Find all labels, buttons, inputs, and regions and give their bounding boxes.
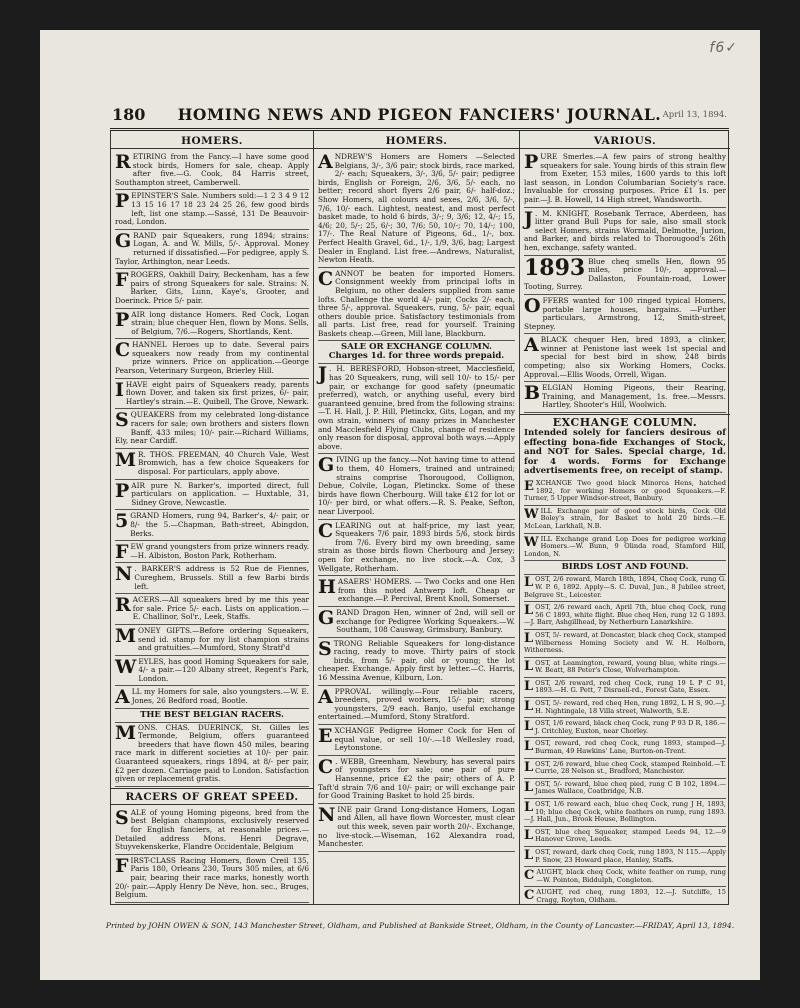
advertisement-text: AUGHT, red cheq, rung 1893, 12.—J. Sutcliffe, 15 Cragg, Royton, Oldham. <box>536 888 726 904</box>
drop-cap: L <box>524 827 534 843</box>
drop-cap: M <box>115 448 137 471</box>
advertisement <box>524 679 726 698</box>
advertisement <box>524 780 726 799</box>
section-heading: VARIOUS. <box>520 133 730 149</box>
drop-cap: 1893 <box>524 254 586 281</box>
printer-imprint: Printed by JOHN OWEN & SON, 143 Manchester Street, Oldham, and Published at Bankside Street, Oldham, in the County of Lancaster.—FRIDAY, April 13, 1894. <box>105 921 735 930</box>
drop-cap: L <box>524 630 534 646</box>
advertisement <box>115 511 309 541</box>
advertisement <box>524 507 726 534</box>
advertisement <box>115 723 309 787</box>
advertisement <box>524 575 726 602</box>
drop-cap: F <box>115 541 129 564</box>
advertisement-text: XCHANGE Pedigree Homer Cock for Hen of equal value, or sell 10/-.—18 Wellesley road, Leytonstone. <box>334 726 515 753</box>
advertisement-text: NDREW'S Homers are Homers —Selected Belgians, 3/-, 3/6 pair; stock birds, race marked, 2/- each; Squeakers, 3/-, 3/6, 5/- pair; pedigree birds, English or Foreign, 2/6, 3/6, 5/- each, no better; record short flyers 2/6 pair, 6/- half-doz.; Show Homers, all colours and sexes, 2/6, 3/6, 5/-, 7/6, 10/- each. Lightest, neatest, and most perfect basket made, to hold 6 birds, 3/-; 9, 3/6; 12, 4/-; 15, 4/6; 20, 5/-; 25, 6/-; 30, 7/6; 50, 10/-; 70, 14/-; 100, 17/-. The Real Nature of Pigeons, 6d., 1/-, box. Perfect Health Gravel, 6d., 1/-, 1/9, 3/6, bag; Largest Dealer in England. List free.—Andrews, Naturalist, Newton Heath. <box>318 152 515 265</box>
drop-cap: C <box>524 888 535 904</box>
advertisement <box>115 191 309 229</box>
drop-cap: W <box>115 655 137 678</box>
advertisement-text: . WEBB, Greenham, Newbury, has several pairs of youngsters for sale; one pair of pure Hansenne, price £2 the pair; others of A. P. Taft'd strain 7/6 and 10/- pair; or will exchange pair for Good Training Basket to hold 25 birds. <box>318 756 515 801</box>
advertisement-text: ETIRING from the Fancy.—I have some good stock birds, Homers for sale, cheap. Apply after five.—G. Cook, 84 Harris street, Southampton street, Camberwell. <box>115 152 309 187</box>
advertisement-text: Blue cheq smells Hen, flown 95 miles, price 10/-, approval.—Dallaston, Fountain-road, Lower Tooting, Surrey. <box>524 256 726 292</box>
advertisement-text: INE pair Grand Long-distance Homers, Logan and Allen, all have flown Worcester, must clear out this week, seven pair worth 20/-. Exchange, no live-stock.—Wiseman, 162 Alexandra road, Manchester. <box>318 804 515 849</box>
drop-cap: W <box>524 506 539 522</box>
advertisement-text: IRST-CLASS Racing Homers, flown Creil 135, Paris 180, Orleans 230, Tours 305 miles, at 6/6 pair, bearing their race marks, honestly worth 20/- pair.—Apply Henry De Nève, hon. sec., Bruges, Belgium. <box>115 855 309 900</box>
advertisement-text: PPROVAL willingly.—Four reliable racers, breeders, proved workers, 15/- pair; strong youngsters, 2/9 each. Banjo, useful exchange entertained.—Mumford, Stony Stratford. <box>318 686 515 722</box>
drop-cap: C <box>318 519 334 542</box>
pencil-annotation: f6✓ <box>709 40 738 56</box>
issue-date: April 13, 1894. <box>662 110 727 120</box>
advertisement-text: OST, 5/- reward, blue cheq pied, rung C B 102, 1894.—James Wallace, Coatbridge, N.B. <box>535 779 726 796</box>
drop-cap: A <box>318 151 333 173</box>
advertisement <box>524 888 726 904</box>
drop-cap: C <box>524 868 535 884</box>
advertisement <box>524 699 726 718</box>
drop-cap: L <box>524 759 534 775</box>
advertisement <box>318 608 515 638</box>
advertisement <box>524 152 726 208</box>
advertisement <box>115 410 309 448</box>
advertisement <box>115 380 309 410</box>
drop-cap: L <box>524 719 534 735</box>
section-heading: HOMERS. <box>314 133 519 149</box>
drop-cap: L <box>524 739 534 755</box>
section-subheading: BIRDS LOST AND FOUND. <box>524 562 726 575</box>
drop-cap: I <box>115 378 124 401</box>
advertisement <box>115 657 309 687</box>
advertisement <box>524 659 726 678</box>
advertisement-text: URE Smerles.—A few pairs of strong healthy squeakers for sale. Young birds of this strain flew from Exeter, 153 miles, 1600 yards to this loft last season, in London Columbarian Society's race. Invaluable for crossing purposes. Price £1 1s. per pair.—J. B. Howell, 14 High street, Wandsworth. <box>524 152 726 204</box>
drop-cap: L <box>524 847 534 863</box>
column-3 <box>520 131 730 904</box>
drop-cap: S <box>115 409 129 432</box>
journal-page <box>40 30 760 980</box>
advertisement-text: EW grand youngsters from prize winners ready.—H. Albiston, Boston Park, Rotherham. <box>130 542 309 560</box>
advertisement <box>115 310 309 340</box>
advertisement <box>318 726 515 756</box>
drop-cap: L <box>524 658 534 674</box>
drop-cap: L <box>524 575 534 591</box>
advertisement <box>524 479 726 506</box>
drop-cap: S <box>115 806 129 829</box>
advertisement <box>115 340 309 378</box>
advertisement <box>318 455 515 519</box>
drop-cap: O <box>524 294 541 317</box>
drop-cap: A <box>524 334 539 357</box>
drop-cap: N <box>115 563 133 586</box>
advertisement-text: ONEY GIFTS.—Before ordering Squeakers, send id. stamp for my list champion strains and gratuities.—Mumford, Stony Stratf'd <box>138 625 309 653</box>
advertisement-text: AIR pure N. Barker's, imported direct, full particulars on application. — Huxtable, 31, Sidney Grove, Newcastle. <box>131 480 309 507</box>
advertisement-text: RAND pair Squeakers, rung 1894; strains: Logan, A. and W. Mills, 5/-. Approval. Money returned if dissatisfied.—For pedigree, apply S. Taylor, Arthington, near Leeds. <box>115 230 309 266</box>
page-number: 180 <box>112 105 146 124</box>
drop-cap: J <box>524 207 533 230</box>
drop-cap: R <box>115 594 131 617</box>
drop-cap: F <box>115 269 129 292</box>
advertisement <box>115 687 309 708</box>
advertisement <box>115 481 309 511</box>
advertisement <box>115 595 309 625</box>
advertisement <box>115 856 309 903</box>
advertisement-text: IVING up the fancy.—Not having time to attend to them, 40 Homers, trained and untrained; strains comprise Thorougood, Collignon, Debue, Colvile, Logan, Pletinckx. Some of these birds have flown Cherbourg. Will take £12 for lot or 10/- per bird, or what offers.—R. S. Peake, Sefton, near Liverpool. <box>318 455 515 516</box>
drop-cap: A <box>115 686 130 709</box>
advertisement-text: LL my Homers for sale, also youngsters.—W. E. Jones, 26 Bedford road, Bootle. <box>131 687 309 706</box>
exchange-note: Intended solely for fanciers desirous of effecting bona-fide Exchanges of Stock, and NOT for Sales. Special charge, 1d. for 4 words. Forms for Exchange advertisements free, on receipt of stamp. <box>524 428 726 477</box>
advertisement-text: BLACK chequer Hen, bred 1893, a clinker, winner at Penistone last week 1st special and special for best bird in show, 248 birds competing; also six Working Homers, Cocks. Approval.—Ellis Woods, Orrell, Wigan. <box>524 335 726 379</box>
advertisement-text: R. THOS. FREEMAN, 40 Church Vale, West Bromwich, has a few choice Squeakers for disposal. For particulars, apply above. <box>138 449 309 476</box>
advertisement <box>318 757 515 804</box>
advertisement-text: AIR long distance Homers. Red Cock, Logan strain; blue chequer Hen, flown by Mons. Sells, of Belgium, 7/6.—Rogers, Shortlands, Kent. <box>131 309 309 336</box>
advertisement <box>524 535 726 562</box>
advertisement <box>115 450 309 480</box>
advertisement-text: ALE of young Homing pigeons, bred from the best Belgian champions, exclusively reserved for English fanciers, at reasonable prices.—Detailed address Mons. Henri Degrave, Stuyvekenskerke, Flandre Occidentale, Belgium <box>115 807 309 852</box>
advertisement <box>524 383 726 413</box>
column-frame <box>110 131 729 905</box>
advertisement <box>524 335 726 382</box>
advertisement <box>524 254 726 295</box>
advertisement-text: ASAERS' HOMERS. — Two Cocks and one Hen from this noted Antwerp loft. Cheap or exchange.—P. Percival, Brent Knoll, Somerset. <box>337 577 515 604</box>
advertisement-text: . M. KNIGHT, Rosebank Terrace, Aberdeen, has litter grand Bull Pups for sale, also small stock select Homers, strains Wormald, Delmotte, Jurion, and Barker, and birds related to Thorougood's 26th hen, exchange, safety wanted. <box>524 208 726 252</box>
drop-cap: S <box>318 637 332 660</box>
advertisement-text: FFERS wanted for 100 ringed typical Homers, portable large houses, bargains. —Further particulars, Armstrong, 12, Smith-street, Stepney. <box>524 295 726 331</box>
section-subheading: SALE OR EXCHANGE COLUMN. Charges 1d. for three words prepaid. <box>318 342 515 364</box>
drop-cap: L <box>524 603 534 619</box>
column-1 <box>111 131 314 904</box>
advertisement <box>115 808 309 855</box>
advertisement <box>524 800 726 827</box>
advertisement <box>524 868 726 887</box>
drop-cap: C <box>318 755 334 778</box>
advertisement-text: LEARING out at half-price, my last year, Squeakers 7/6 pair, 1893 birds 5/6, stock birds from 7/6. Every bird my own breeding, same strain as those birds flown Cherbourg and Jersey; open for exchange, no live stock.—A. Cox, 3 Wellgate, Rotherham. <box>318 520 515 573</box>
advertisement-text: ACERS.—All squeakers bred by me this year for sale. Price 5/- each. Lists on application.—E. Challinor, Sol'r., Leek, Staffs. <box>132 595 309 622</box>
journal-title: HOMING NEWS AND PIGEON FANCIERS' JOURNAL. <box>177 105 662 124</box>
advertisement <box>115 542 309 563</box>
drop-cap: M <box>115 624 137 647</box>
advertisement <box>524 760 726 779</box>
advertisement <box>318 364 515 454</box>
advertisement-text: OST, 2/6 reward, red cheq Cock, rung 19 L P C 91, 1893.—H. G. Pett, 7 Disraeli-rd., Forest Gate, Essex. <box>535 678 726 695</box>
drop-cap: L <box>524 779 534 795</box>
drop-cap: L <box>524 800 534 815</box>
drop-cap: E <box>318 725 333 748</box>
drop-cap: M <box>115 721 137 744</box>
advertisement-text: OST, 2/6 reward, March 18th, 1894, Cheq Cock, rung G. W. P. 6, 1892. Apply—S. C. Duval, Jun., 8 Jubilee street, Belgrave St., Leicester. <box>524 575 726 599</box>
drop-cap: H <box>318 576 336 599</box>
advertisement-text: OST, reward, dark cheq Cock, rung 1893, N 115.—Apply P. Snow, 23 Howard place, Hanley, Staffs. <box>535 847 726 864</box>
exchange-heading: EXCHANGE COLUMN. <box>520 414 730 429</box>
advertisement <box>524 848 726 867</box>
drop-cap: C <box>115 339 131 362</box>
advertisement <box>318 521 515 577</box>
drop-cap: P <box>115 190 130 213</box>
advertisement-text: ILL Exchange pair of good stock birds, Cock Old Boley's strain, for Basket to hold 20 birds.—E. McLean, Larkhall, N.B. <box>524 506 726 530</box>
section-heading: HOMERS. <box>111 133 313 149</box>
drop-cap: J <box>318 363 327 386</box>
advertisement-text: ROGERS, Oakhill Dairy, Beckenham, has a few pairs of strong Squeakers for sale. Strains: N. Barker, Gits, Lunn, Kaye's, Grooter, and Doerinck. Price 5/- pair. <box>115 270 309 305</box>
advertisement-text: XCHANGE Two good black Minorca Hens, hatched 1892, for working Homers or good Squeakers.—F. Turner, 5 Upper Windsor-street, Banbury. <box>524 479 726 503</box>
advertisement-text: OST, 2/6 reward, blue cheq Cock, stamped Reinhold.—T. Currie, 28 Nelson st., Bradford, Manchester. <box>535 759 726 776</box>
advertisement-text: OST, 1/6 reward each, blue cheq Cock, rung J H, 1893, 10; blue cheq Cock, white feathers on rump, rung 1893.—J. Hall, Jun., Brook House, Bollington. <box>524 800 726 824</box>
advertisement-text: ELGIAN Homing Pigeons, their Rearing, Training, and Management, 1s. free.—Messrs. Hartley, Shooter's Hill, Woolwich. <box>542 383 726 410</box>
advertisement-text: . BARKER'S address is 52 Rue de Fiennes, Cureghem, Brussels. Still a few Barbi birds left. <box>134 564 309 591</box>
advertisement <box>524 296 726 334</box>
advertisement <box>318 152 515 268</box>
advertisement-text: GRAND Homers, rung 94, Barker's, 4/- pair, or 8/- the 5.—Chapman, Bath-street, Abingdon, Berks. <box>130 511 309 538</box>
advertisement <box>524 719 726 738</box>
drop-cap: G <box>115 229 132 252</box>
advertisement-text: EYLES, has good Homing Squeakers for sale, 4/- a pair.—120 Albany street, Regent's Park, London. <box>138 656 309 683</box>
drop-cap: P <box>524 151 539 173</box>
advertisement-text: AUGHT, black cheq Cock, white feather on rump, rung—W. Pointon, Biddulph, Congleton. <box>536 868 726 884</box>
advertisement <box>115 564 309 594</box>
drop-cap: F <box>115 854 129 877</box>
advertisement-text: ILL Exchange grand Lop Does for pedigree working Homers.—W. Bunn, 9 Olinda road, Stamford Hill, London, N. <box>524 534 726 558</box>
advertisement-text: OST, at Leamington, reward, young blue, white rings.—W. Beatt, 88 Peter's Close, Wolverhampton. <box>535 658 726 675</box>
drop-cap: L <box>524 678 534 694</box>
drop-cap: B <box>524 382 541 405</box>
advertisement-text: RAND Dragon Hen, winner of 2nd, will sell or exchange for Pedigree Working Squeakers.—W. Southam, 108 Causway, Grimsbury, Banbury. <box>336 607 515 635</box>
advertisement <box>318 577 515 607</box>
drop-cap: P <box>115 479 130 502</box>
advertisement-text: TRONG Reliable Squeakers for long-distance racing, ready to move. Thirty pairs of stock birds, from 5/- pair, old or young; the lot cheaper. Exchange. Apply first by letter.—C. Harris, 16 Messina Avenue, Kilburn, Lon. <box>318 638 515 683</box>
drop-cap: L <box>524 699 534 715</box>
drop-cap: R <box>115 151 131 173</box>
advertisement-text: HANNEL Heroes up to date. Several pairs squeakers now ready from my continental prize winners. Price on application.—George Pearson, Veterinary Surgeon, Brierley Hill. <box>115 340 309 376</box>
advertisement-text: OST, 5/- reward, at Doncaster, black cheq Cock, stamped Wilberness Homing Society and W. H. Holborn, Witherness. <box>524 630 726 655</box>
advertisement <box>524 828 726 847</box>
advertisement-text: EPINSTER'S Sale. Numbers sold:—1 2 3 4 9 12 13 15 16 17 18 23 24 25 26, few good birds left, list one stamp.—Sassé, 131 De Beauvoir-road, London. <box>115 191 309 227</box>
advertisement <box>318 269 515 342</box>
drop-cap: A <box>318 685 333 708</box>
advertisement-text: ONS. CHAS. DUERINCK, St. Gilles les Termonde, Belgium, offers guaranteed breeders that have flown 450 miles, bearing race mark in different societies at 10/- per pair. Guaranteed squeakers, rings 1894, at 8/- per pair, £2 per dozen. Carriage paid to London. Satisfaction given or replacement gratis. <box>115 722 309 784</box>
drop-cap: 5 <box>115 510 129 533</box>
advertisement <box>318 639 515 686</box>
advertisement-text: HAVE eight pairs of Squeakers ready, parents flown Dover, and taken six first prizes, 6/- pair, Hartley's strain.—E. Quibell, The Grove, Newark. <box>125 379 309 406</box>
advertisement <box>318 687 515 725</box>
advertisement <box>115 626 309 656</box>
drop-cap: W <box>524 534 539 550</box>
advertisement <box>115 152 309 190</box>
advertisement-text: OST, 5/- reward, red cheq Hen, rung 1892, L H S, 90.—J. H. Nightingale, 18 Villa street, Walworth, S.E. <box>535 699 726 715</box>
drop-cap: E <box>524 479 534 494</box>
section-heading: RACERS OF GREAT SPEED. <box>111 788 313 805</box>
section-subheading: THE BEST BELGIAN RACERS. <box>115 710 309 723</box>
advertisement <box>115 270 309 308</box>
drop-cap: G <box>318 606 335 629</box>
drop-cap: N <box>318 803 336 826</box>
advertisement <box>524 739 726 758</box>
column-2 <box>314 131 520 904</box>
drop-cap: C <box>318 267 334 290</box>
advertisement <box>524 631 726 658</box>
advertisement <box>115 231 309 269</box>
advertisement <box>524 209 726 256</box>
drop-cap: G <box>318 454 335 477</box>
advertisement <box>318 805 515 852</box>
page-header <box>112 105 727 125</box>
advertisement-text: OST, blue cheq Squeaker, stamped Leeds 94, 12.—9 Hanover Grove, Leeds. <box>535 827 726 844</box>
drop-cap: P <box>115 308 130 331</box>
advertisement-text: OST, reward, red cheq Cock, rung 1893, stamped—J. Burman, 49 Hawkins' Lane, Burton-on-Trent. <box>535 739 726 756</box>
advertisement-text: QUEAKERS from my celebrated long-distance racers for sale; own brothers and sisters flown Banff, 433 miles; 10/- pair.—Richard Williams, Ely, near Cardiff. <box>115 410 309 446</box>
advertisement-text: OST, 1/6 reward, black cheq Cock, rung P 93 D R, 186.—J. Critchley, Euxton, near Chorley. <box>535 719 726 735</box>
advertisement <box>524 603 726 630</box>
advertisement-text: . H. BERESFORD, Hobson-street, Macclesfield, has 20 Squeakers, rung, will sell 10/- to 15/- per pair, or exchange for good safety (pneumatic preferred), watch, or anything useful, every bird guaranteed genuine, bred from the following strains:—T. H. Hall, J. P. Hill, Pletinckx, Gits, Logan, and my own strain, winners of many prizes in Manchester and Macclesfield Flying Clubs, change of residence only reason for disposal, approval both ways.—Apply above. <box>318 364 515 451</box>
advertisement-text: OST, 2/6 reward each, April 7th, blue cheq Cock, rung 56 C 1893, white flight. Blue cheq Hen, rung 12 G 1893.—J. Barr, Ashgillhead, by Netherburn Lanarkshire. <box>524 603 726 627</box>
advertisement-text: ANNOT be beaten for imported Homers. Consignment weekly from principal lofts in Belgium, no other dealers supplied from same lofts. Challenge the world 4/- pair, Cocks 2/- each, three 5/-, approval. Squeakers, rung, 5/- pair, equal others double price. Satisfactory testimonials from all parts. List free, read for yourself. Training Baskets cheap.—Green, Mill lane, Blackburn. <box>318 268 515 338</box>
